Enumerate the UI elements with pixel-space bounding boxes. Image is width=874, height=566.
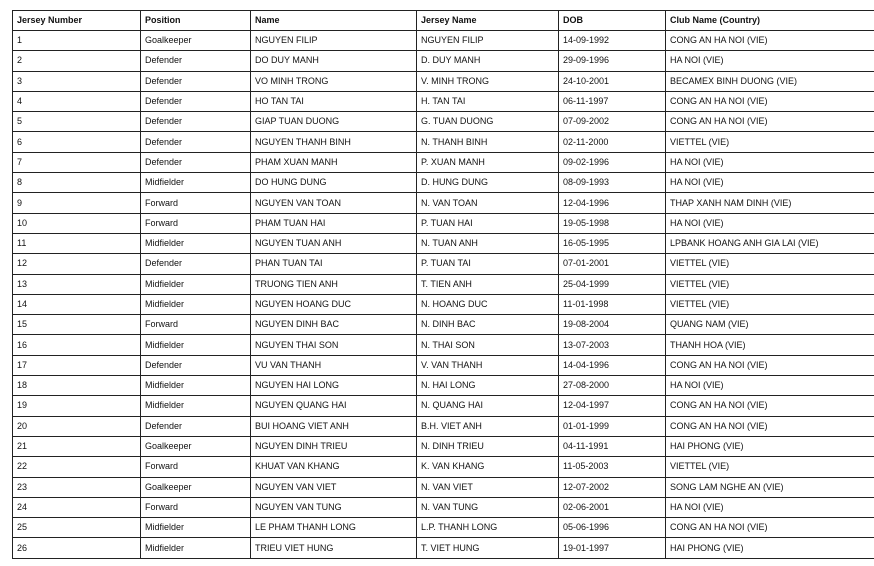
cell-jersey-name: L.P. THANH LONG (417, 518, 559, 538)
cell-name: GIAP TUAN DUONG (251, 112, 417, 132)
cell-dob: 01-01-1999 (559, 416, 666, 436)
cell-jersey-number: 26 (13, 538, 141, 558)
cell-club-name: THANH HOA (VIE) (666, 335, 874, 355)
cell-club-name: HA NOI (VIE) (666, 213, 874, 233)
cell-club-name: VIETTEL (VIE) (666, 457, 874, 477)
cell-dob: 24-10-2001 (559, 71, 666, 91)
header-row (13, 11, 874, 31)
cell-position: Midfielder (141, 396, 251, 416)
cell-name: NGUYEN DINH TRIEU (251, 436, 417, 456)
cell-position: Defender (141, 254, 251, 274)
cell-dob: 19-08-2004 (559, 315, 666, 335)
cell-name: TRIEU VIET HUNG (251, 538, 417, 558)
cell-position: Midfielder (141, 294, 251, 314)
table-row (13, 274, 874, 294)
cell-name: NGUYEN THAI SON (251, 335, 417, 355)
cell-club-name: CONG AN HA NOI (VIE) (666, 396, 874, 416)
table-row (13, 233, 874, 253)
cell-position: Forward (141, 315, 251, 335)
cell-position: Midfielder (141, 335, 251, 355)
cell-jersey-name: K. VAN KHANG (417, 457, 559, 477)
cell-jersey-number: 3 (13, 71, 141, 91)
cell-position: Midfielder (141, 376, 251, 396)
cell-position: Midfielder (141, 233, 251, 253)
cell-dob: 12-04-1997 (559, 396, 666, 416)
cell-dob: 19-05-1998 (559, 213, 666, 233)
cell-name: KHUAT VAN KHANG (251, 457, 417, 477)
cell-jersey-name: N. DINH TRIEU (417, 436, 559, 456)
table-row (13, 112, 874, 132)
cell-jersey-number: 6 (13, 132, 141, 152)
table-row (13, 254, 874, 274)
cell-jersey-name: P. XUAN MANH (417, 152, 559, 172)
cell-jersey-name: T. VIET HUNG (417, 538, 559, 558)
cell-position: Defender (141, 132, 251, 152)
cell-jersey-number: 18 (13, 376, 141, 396)
cell-jersey-number: 25 (13, 518, 141, 538)
table-row (13, 91, 874, 111)
cell-position: Defender (141, 416, 251, 436)
cell-name: NGUYEN TUAN ANH (251, 233, 417, 253)
table-row (13, 376, 874, 396)
cell-dob: 06-11-1997 (559, 91, 666, 111)
cell-club-name: HA NOI (VIE) (666, 497, 874, 517)
table-row (13, 538, 874, 558)
cell-position: Defender (141, 112, 251, 132)
cell-club-name: VIETTEL (VIE) (666, 132, 874, 152)
cell-dob: 29-09-1996 (559, 51, 666, 71)
cell-position: Forward (141, 457, 251, 477)
cell-dob: 02-11-2000 (559, 132, 666, 152)
table-row (13, 497, 874, 517)
cell-position: Goalkeeper (141, 436, 251, 456)
cell-position: Defender (141, 51, 251, 71)
cell-position: Goalkeeper (141, 31, 251, 51)
table-row (13, 294, 874, 314)
table-row (13, 396, 874, 416)
cell-jersey-name: N. TUAN ANH (417, 233, 559, 253)
squad-table (12, 10, 874, 559)
cell-name: NGUYEN HAI LONG (251, 376, 417, 396)
cell-jersey-name: B.H. VIET ANH (417, 416, 559, 436)
table-row (13, 416, 874, 436)
cell-jersey-name: D. HUNG DUNG (417, 173, 559, 193)
table-row (13, 355, 874, 375)
cell-position: Midfielder (141, 274, 251, 294)
cell-jersey-name: N. HOANG DUC (417, 294, 559, 314)
cell-club-name: CONG AN HA NOI (VIE) (666, 91, 874, 111)
cell-jersey-number: 11 (13, 233, 141, 253)
cell-jersey-name: N. VAN TOAN (417, 193, 559, 213)
cell-club-name: VIETTEL (VIE) (666, 274, 874, 294)
header-jersey-number: Jersey Number (13, 11, 141, 31)
cell-jersey-name: T. TIEN ANH (417, 274, 559, 294)
cell-jersey-name: N. HAI LONG (417, 376, 559, 396)
cell-jersey-name: V. VAN THANH (417, 355, 559, 375)
cell-dob: 25-04-1999 (559, 274, 666, 294)
cell-name: DO DUY MANH (251, 51, 417, 71)
cell-dob: 14-04-1996 (559, 355, 666, 375)
cell-position: Midfielder (141, 538, 251, 558)
header-position: Position (141, 11, 251, 31)
cell-jersey-number: 14 (13, 294, 141, 314)
cell-jersey-number: 1 (13, 31, 141, 51)
cell-jersey-number: 7 (13, 152, 141, 172)
table-row (13, 315, 874, 335)
cell-dob: 07-01-2001 (559, 254, 666, 274)
cell-club-name: CONG AN HA NOI (VIE) (666, 112, 874, 132)
cell-jersey-number: 20 (13, 416, 141, 436)
cell-jersey-name: N. VAN TUNG (417, 497, 559, 517)
cell-club-name: LPBANK HOANG ANH GIA LAI (VIE) (666, 233, 874, 253)
cell-jersey-number: 23 (13, 477, 141, 497)
header-jersey-name: Jersey Name (417, 11, 559, 31)
cell-name: HO TAN TAI (251, 91, 417, 111)
cell-name: NGUYEN VAN TOAN (251, 193, 417, 213)
cell-dob: 13-07-2003 (559, 335, 666, 355)
cell-dob: 05-06-1996 (559, 518, 666, 538)
header-name: Name (251, 11, 417, 31)
cell-dob: 16-05-1995 (559, 233, 666, 253)
header-club-name: Club Name (Country) (666, 11, 874, 31)
cell-name: NGUYEN FILIP (251, 31, 417, 51)
cell-dob: 27-08-2000 (559, 376, 666, 396)
cell-jersey-number: 17 (13, 355, 141, 375)
table-row (13, 152, 874, 172)
cell-jersey-number: 2 (13, 51, 141, 71)
cell-position: Defender (141, 91, 251, 111)
table-row (13, 477, 874, 497)
table-row (13, 436, 874, 456)
table-row (13, 132, 874, 152)
cell-club-name: CONG AN HA NOI (VIE) (666, 355, 874, 375)
cell-dob: 14-09-1992 (559, 31, 666, 51)
cell-jersey-name: N. QUANG HAI (417, 396, 559, 416)
cell-jersey-name: N. THANH BINH (417, 132, 559, 152)
table-body (13, 31, 874, 559)
cell-dob: 12-04-1996 (559, 193, 666, 213)
table-header (13, 11, 874, 31)
cell-club-name: CONG AN HA NOI (VIE) (666, 31, 874, 51)
cell-name: DO HUNG DUNG (251, 173, 417, 193)
cell-name: PHAN TUAN TAI (251, 254, 417, 274)
cell-position: Forward (141, 497, 251, 517)
cell-dob: 09-02-1996 (559, 152, 666, 172)
cell-position: Goalkeeper (141, 477, 251, 497)
cell-position: Forward (141, 213, 251, 233)
cell-name: VO MINH TRONG (251, 71, 417, 91)
cell-club-name: VIETTEL (VIE) (666, 254, 874, 274)
squad-list (12, 10, 874, 559)
cell-club-name: CONG AN HA NOI (VIE) (666, 416, 874, 436)
cell-jersey-name: P. TUAN TAI (417, 254, 559, 274)
cell-jersey-number: 22 (13, 457, 141, 477)
cell-club-name: CONG AN HA NOI (VIE) (666, 518, 874, 538)
table-row (13, 71, 874, 91)
cell-name: PHAM TUAN HAI (251, 213, 417, 233)
cell-club-name: THAP XANH NAM DINH (VIE) (666, 193, 874, 213)
cell-jersey-name: G. TUAN DUONG (417, 112, 559, 132)
cell-jersey-number: 5 (13, 112, 141, 132)
table-row (13, 213, 874, 233)
cell-club-name: HA NOI (VIE) (666, 173, 874, 193)
cell-jersey-number: 24 (13, 497, 141, 517)
cell-name: NGUYEN VAN VIET (251, 477, 417, 497)
cell-dob: 11-01-1998 (559, 294, 666, 314)
cell-jersey-number: 8 (13, 173, 141, 193)
cell-jersey-number: 19 (13, 396, 141, 416)
cell-jersey-number: 15 (13, 315, 141, 335)
cell-dob: 07-09-2002 (559, 112, 666, 132)
table-row (13, 518, 874, 538)
cell-jersey-name: H. TAN TAI (417, 91, 559, 111)
cell-position: Midfielder (141, 518, 251, 538)
cell-jersey-number: 21 (13, 436, 141, 456)
cell-dob: 19-01-1997 (559, 538, 666, 558)
cell-dob: 04-11-1991 (559, 436, 666, 456)
header-dob: DOB (559, 11, 666, 31)
cell-club-name: HAI PHONG (VIE) (666, 538, 874, 558)
cell-jersey-name: P. TUAN HAI (417, 213, 559, 233)
cell-club-name: SONG LAM NGHE AN (VIE) (666, 477, 874, 497)
table-row (13, 173, 874, 193)
cell-name: NGUYEN THANH BINH (251, 132, 417, 152)
cell-jersey-number: 10 (13, 213, 141, 233)
cell-name: VU VAN THANH (251, 355, 417, 375)
cell-position: Defender (141, 71, 251, 91)
cell-name: TRUONG TIEN ANH (251, 274, 417, 294)
cell-jersey-number: 4 (13, 91, 141, 111)
cell-club-name: QUANG NAM (VIE) (666, 315, 874, 335)
cell-club-name: HA NOI (VIE) (666, 152, 874, 172)
cell-name: NGUYEN QUANG HAI (251, 396, 417, 416)
cell-dob: 02-06-2001 (559, 497, 666, 517)
cell-jersey-number: 16 (13, 335, 141, 355)
cell-club-name: HA NOI (VIE) (666, 51, 874, 71)
cell-position: Midfielder (141, 173, 251, 193)
table-row (13, 457, 874, 477)
cell-jersey-name: D. DUY MANH (417, 51, 559, 71)
table-row (13, 51, 874, 71)
cell-jersey-name: N. DINH BAC (417, 315, 559, 335)
cell-club-name: HA NOI (VIE) (666, 376, 874, 396)
cell-dob: 12-07-2002 (559, 477, 666, 497)
cell-jersey-name: V. MINH TRONG (417, 71, 559, 91)
cell-jersey-number: 13 (13, 274, 141, 294)
cell-position: Defender (141, 355, 251, 375)
cell-name: BUI HOANG VIET ANH (251, 416, 417, 436)
cell-dob: 11-05-2003 (559, 457, 666, 477)
cell-name: NGUYEN DINH BAC (251, 315, 417, 335)
cell-name: PHAM XUAN MANH (251, 152, 417, 172)
cell-name: NGUYEN HOANG DUC (251, 294, 417, 314)
cell-jersey-name: N. THAI SON (417, 335, 559, 355)
table-row (13, 335, 874, 355)
cell-position: Defender (141, 152, 251, 172)
cell-jersey-number: 9 (13, 193, 141, 213)
cell-club-name: BECAMEX BINH DUONG (VIE) (666, 71, 874, 91)
table-row (13, 31, 874, 51)
cell-name: LE PHAM THANH LONG (251, 518, 417, 538)
cell-dob: 08-09-1993 (559, 173, 666, 193)
cell-jersey-name: N. VAN VIET (417, 477, 559, 497)
cell-name: NGUYEN VAN TUNG (251, 497, 417, 517)
cell-club-name: HAI PHONG (VIE) (666, 436, 874, 456)
cell-jersey-number: 12 (13, 254, 141, 274)
cell-club-name: VIETTEL (VIE) (666, 294, 874, 314)
table-row (13, 193, 874, 213)
cell-jersey-name: NGUYEN FILIP (417, 31, 559, 51)
cell-position: Forward (141, 193, 251, 213)
